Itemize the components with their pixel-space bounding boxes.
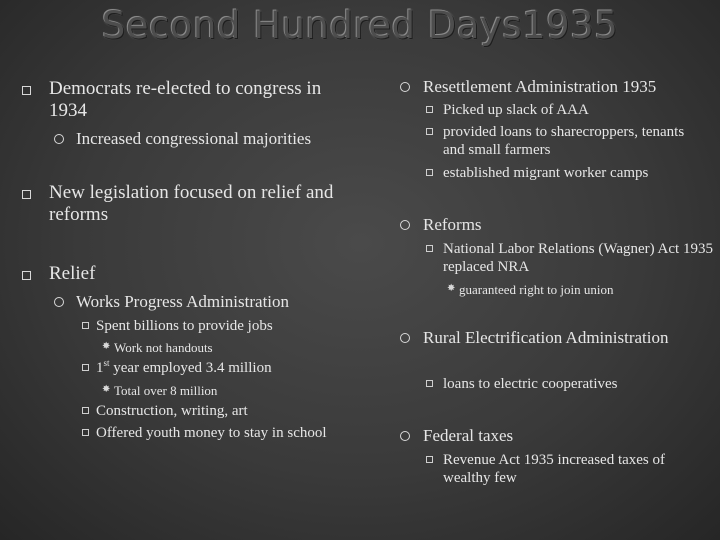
small-square-bullet-icon bbox=[426, 106, 433, 113]
first-year-item bbox=[96, 359, 376, 377]
slide-title: Second Hundred Days1935 bbox=[101, 4, 619, 47]
gear-bullet-icon: ✸ bbox=[102, 384, 111, 395]
democrats-item: Democrats re-elected to congress in 1934 bbox=[49, 78, 322, 121]
small-square-bullet-icon bbox=[426, 456, 433, 463]
aaa-item: Picked up slack of AAA bbox=[443, 102, 589, 118]
construction-item: Construction, writing, art bbox=[96, 403, 248, 419]
reforms-item: Reforms bbox=[423, 215, 482, 234]
small-square-bullet-icon bbox=[426, 128, 433, 135]
youth-item: Offered youth money to stay in school bbox=[96, 425, 327, 441]
small-square-bullet-icon bbox=[426, 169, 433, 176]
first-year-text: year employed 3.4 million bbox=[109, 360, 272, 376]
ring-bullet-icon bbox=[400, 333, 410, 343]
nlra-item: National Labor Relations (Wagner) Act 1935 replaced NRA bbox=[443, 241, 713, 275]
ring-bullet-icon bbox=[54, 134, 64, 144]
taxes-item: Federal taxes bbox=[423, 426, 514, 445]
total-item: Total over 8 million bbox=[114, 383, 218, 398]
relief-item: Relief bbox=[49, 263, 96, 284]
first-year-number: 1 bbox=[96, 360, 104, 376]
ring-bullet-icon bbox=[400, 82, 410, 92]
majorities-item: Increased congressional majorities bbox=[76, 129, 312, 148]
small-square-bullet-icon bbox=[82, 364, 89, 371]
ring-bullet-icon bbox=[400, 220, 410, 230]
gear-bullet-icon: ✸ bbox=[102, 341, 111, 352]
coops-item: loans to electric cooperatives bbox=[443, 376, 618, 392]
wpa-item: Works Progress Administration bbox=[76, 292, 290, 311]
square-bullet-icon bbox=[22, 86, 31, 95]
small-square-bullet-icon bbox=[82, 429, 89, 436]
small-square-bullet-icon bbox=[82, 322, 89, 329]
union-item: guaranteed right to join union bbox=[459, 282, 614, 297]
rea-item: Rural Electrification Administration bbox=[423, 328, 669, 347]
resettlement-item: Resettlement Administration 1935 bbox=[423, 77, 657, 96]
legislation-item: New legislation focused on relief and reforms bbox=[49, 182, 334, 225]
small-square-bullet-icon bbox=[426, 380, 433, 387]
square-bullet-icon bbox=[22, 271, 31, 280]
work-not-handouts-item: Work not handouts bbox=[114, 340, 213, 355]
ring-bullet-icon bbox=[400, 431, 410, 441]
ring-bullet-icon bbox=[54, 297, 64, 307]
small-square-bullet-icon bbox=[82, 407, 89, 414]
square-bullet-icon bbox=[22, 190, 31, 199]
gear-bullet-icon: ✸ bbox=[447, 283, 456, 294]
first-year-ordinal: st bbox=[103, 358, 110, 368]
camps-item: established migrant worker camps bbox=[443, 165, 649, 181]
revenue-item: Revenue Act 1935 increased taxes of wealthy few bbox=[443, 452, 666, 486]
loans-item: provided loans to sharecroppers, tenants and small farmers bbox=[443, 124, 685, 158]
spent-item: Spent billions to provide jobs bbox=[96, 318, 273, 334]
small-square-bullet-icon bbox=[426, 245, 433, 252]
